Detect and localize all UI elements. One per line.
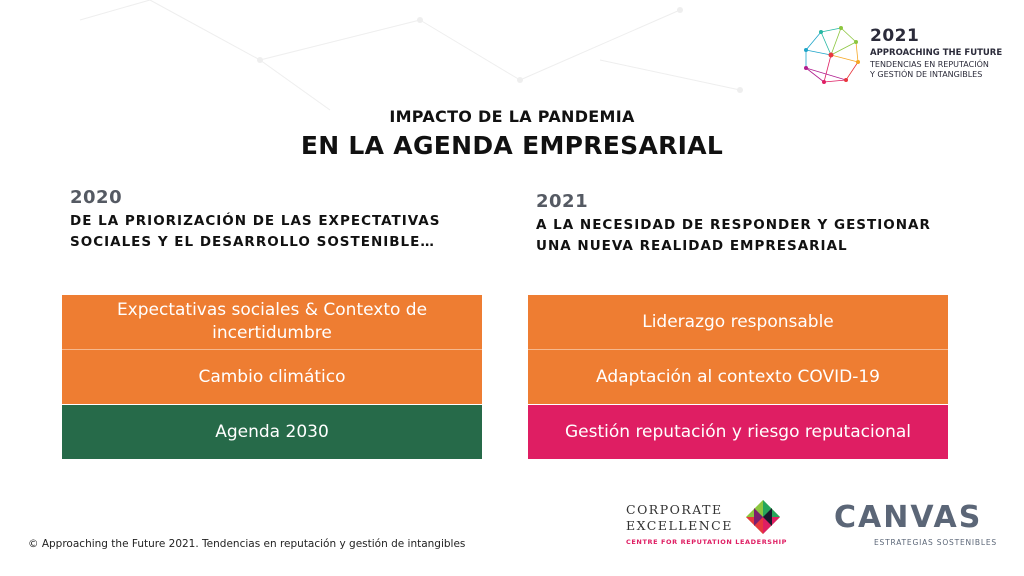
right-box-responsible-leadership: Liderazgo responsable — [528, 295, 948, 349]
right-column-text-line2: UNA NUEVA REALIDAD EMPRESARIAL — [536, 238, 848, 254]
right-column-year: 2021 — [536, 191, 589, 212]
ce-logo-tagline: CENTRE FOR REPUTATION LEADERSHIP — [626, 538, 788, 546]
canvas-logo-tagline: ESTRATEGIAS SOSTENIBLES — [874, 538, 997, 547]
canvas-logo — [834, 500, 997, 550]
brand-subtitle-line1: TENDENCIAS EN REPUTACIÓN — [870, 60, 989, 69]
brand-title: APPROACHING THE FUTURE — [870, 48, 1003, 58]
network-globe-icon — [796, 20, 866, 90]
footer-copyright: © Approaching the Future 2021. Tendencias en reputación y gestión de intangibles — [28, 538, 466, 550]
right-box-covid-adaptation: Adaptación al contexto COVID-19 — [528, 350, 948, 404]
right-box-reputation-risk: Gestión reputación y riesgo reputacional — [528, 405, 948, 459]
corporate-excellence-mark-icon — [744, 498, 782, 536]
right-column-text-line1: A LA NECESIDAD DE RESPONDER Y GESTIONAR — [536, 217, 931, 233]
corporate-excellence-logo — [626, 498, 786, 552]
canvas-logo-word: CANVAS — [834, 500, 983, 535]
brand-year: 2021 — [870, 26, 920, 46]
left-column-text-line1: DE LA PRIORIZACIÓN DE LAS EXPECTATIVAS — [70, 213, 441, 229]
left-column-year: 2020 — [70, 187, 123, 208]
slide-title-line2: EN LA AGENDA EMPRESARIAL — [300, 131, 724, 160]
left-box-climate-change: Cambio climático — [62, 350, 482, 404]
left-box-social-expectations: Expectativas sociales & Contexto de incertidumbre — [62, 295, 482, 349]
ce-logo-line1: CORPORATE — [626, 502, 723, 517]
slide-title-line1: IMPACTO DE LA PANDEMIA — [389, 107, 635, 126]
left-column-text-line2: SOCIALES Y EL DESARROLLO SOSTENIBLE… — [70, 234, 435, 250]
approaching-the-future-logo — [796, 20, 1016, 90]
ce-logo-line2: EXCELLENCE — [626, 518, 733, 533]
brand-subtitle-line2: Y GESTIÓN DE INTANGIBLES — [870, 70, 983, 79]
left-box-agenda-2030: Agenda 2030 — [62, 405, 482, 459]
